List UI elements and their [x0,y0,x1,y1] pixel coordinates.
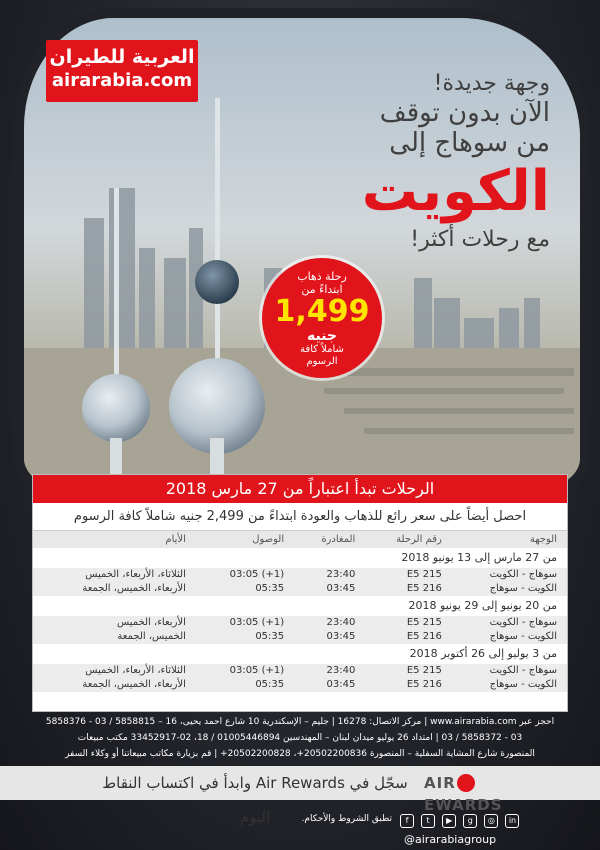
period-row [33,596,567,616]
price-badge [262,258,382,378]
rewards-circle-icon [457,774,475,792]
cell-flight: E5 216 [365,582,452,596]
panel-title: الرحلات تبدأ اعتباراً من 27 مارس 2018 [33,475,567,503]
cell-flight: E5 216 [365,630,452,644]
period-label: من 3 يوليو إلى 26 أكتوبر 2018 [33,644,567,664]
cell-dep: 23:40 [294,616,365,630]
table-row [33,678,567,692]
badge-line5: شاملاً كافة [300,344,344,355]
linkedin-icon[interactable]: in [505,814,519,828]
headline-line3: من سوهاج إلى [389,128,550,158]
badge-line1: رحلة ذهاب [297,270,347,283]
period-row [33,548,567,568]
air-arabia-logo[interactable] [46,40,198,102]
col-destination: الوجهة [452,531,567,548]
panel-subtitle: احصل أيضاً على سعر رائع للذهاب والعودة ابتداءً من 2,499 جنيه شاملاً كافة الرسوم [33,503,567,531]
headline-line1: وجهة جديدة! [433,71,550,96]
googleplus-icon[interactable]: g [463,814,477,828]
schedule-panel [32,474,568,712]
table-header-row [33,531,567,548]
cell-route: سوهاج - الكويت [452,664,567,678]
social-handle[interactable]: @airarabiagroup [404,833,497,846]
table-row [33,630,567,644]
cell-dep: 03:45 [294,678,365,692]
rewards-logo-left: AIR [424,774,456,792]
cell-flight: E5 215 [365,568,452,582]
cell-arr: 05:35 [196,582,294,596]
cell-dep: 03:45 [294,582,365,596]
col-days: الأيام [33,531,196,548]
twitter-icon[interactable]: t [421,814,435,828]
cell-dep: 03:45 [294,630,365,644]
cell-arr: 03:05 (+1) [196,664,294,678]
headline-destination: الكويت [361,159,550,224]
cell-route: سوهاج - الكويت [452,568,567,582]
terms-text: تطبق الشروط والأحكام. [301,814,392,824]
contact-line1: احجز عبر www.airarabia.com | مركز الاتصال: 16278 | جليم – الإسكندرية 10 شارع احمد يحيى، 16 – 5858815 / 03 - 5858376 [45,717,555,727]
table-row [33,664,567,678]
table-row [33,582,567,596]
cell-route: الكويت - سوهاج [452,582,567,596]
period-label: من 20 يونيو إلى 29 يونيو 2018 [33,596,567,616]
youtube-icon[interactable]: ▶ [442,814,456,828]
badge-currency: جنيه [306,328,337,344]
air-rewards-logo[interactable] [424,772,534,814]
rewards-logo-right: EWARDS [424,796,503,814]
cell-arr: 05:35 [196,678,294,692]
cell-route: الكويت - سوهاج [452,678,567,692]
table-row [33,616,567,630]
cell-flight: E5 216 [365,678,452,692]
cell-arr: 03:05 (+1) [196,568,294,582]
contact-line3: المنصورة شارع المشاية السفلية – المنصورة 20502200836+، 20502200828+ | قم بزيارة مكاتب مبيعاتنا أو وكلاء السفر [65,749,535,759]
cell-days: الثلاثاء، الأربعاء، الخميس [33,664,196,678]
headline-line5: مع رحلات أكثر! [410,227,550,252]
cell-arr: 03:05 (+1) [196,616,294,630]
cell-flight: E5 215 [365,616,452,630]
cell-route: سوهاج - الكويت [452,616,567,630]
badge-line2: ابتداءً من [301,283,343,296]
cell-days: الثلاثاء، الأربعاء، الخميس [33,568,196,582]
headline [220,70,550,254]
rewards-text: سجّل في Air Rewards وابدأ في اكتساب النقاط اليوم [102,774,408,826]
cell-days: الخميس، الجمعة [33,630,196,644]
badge-price: 1,499 [274,294,370,329]
cell-arr: 05:35 [196,630,294,644]
cell-days: الأربعاء، الخميس، الجمعة [33,678,196,692]
cell-days: الأربعاء، الخميس [33,616,196,630]
cell-route: الكويت - سوهاج [452,630,567,644]
col-flight: رقم الرحلة [365,531,452,548]
badge-line6: الرسوم [306,356,338,367]
period-row [33,644,567,664]
period-label: من 27 مارس إلى 13 يونيو 2018 [33,548,567,568]
headline-line2: الآن بدون توقف [379,98,550,128]
col-departure: المغادرة [294,531,365,548]
cell-flight: E5 215 [365,664,452,678]
schedule-table [33,531,567,692]
cell-dep: 23:40 [294,568,365,582]
logo-arabic: العربية للطيران [49,46,195,68]
cell-dep: 23:40 [294,664,365,678]
instagram-icon[interactable]: ◎ [484,814,498,828]
facebook-icon[interactable]: f [400,814,414,828]
cell-days: الأربعاء، الخميس، الجمعة [33,582,196,596]
footer [0,800,600,850]
contact-info [20,714,580,762]
table-row [33,568,567,582]
contact-line2: 03 - 5858372 / 03 | امتداد 26 يوليو ميدان لبنان – المهندسين 01005446894 / 18، 02-33452917 مكتب مبيعات [77,733,523,743]
logo-english: airarabia.com [51,70,193,91]
col-arrival: الوصول [196,531,294,548]
social-links [400,810,580,846]
